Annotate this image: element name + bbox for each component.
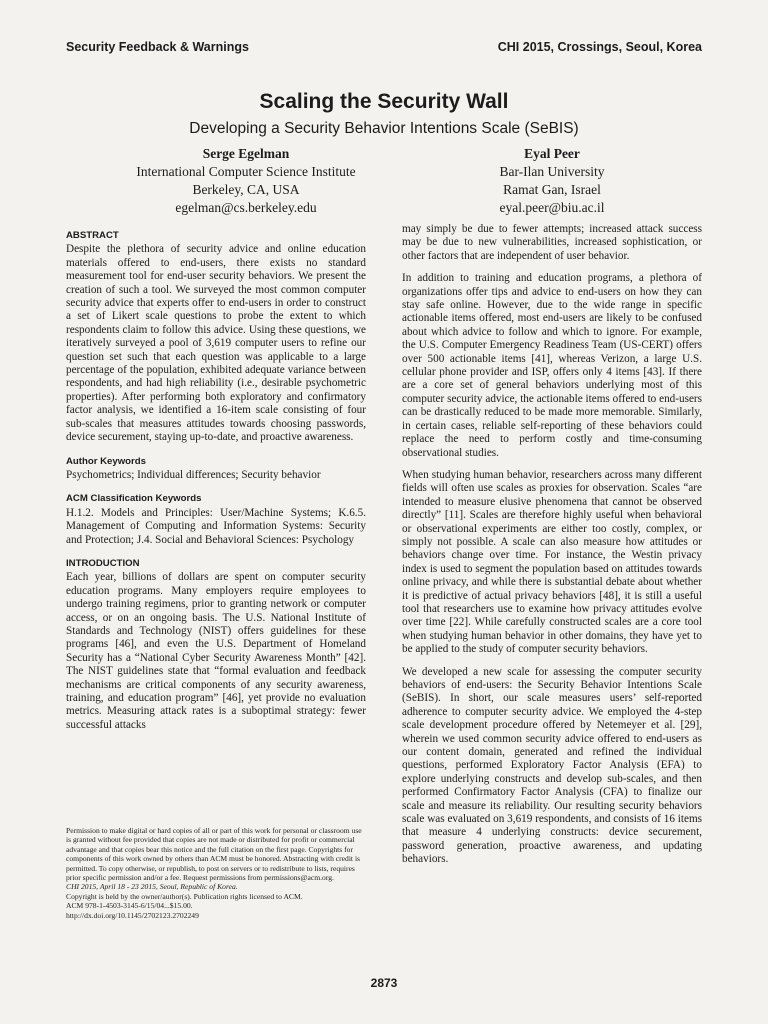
body-paragraph: We developed a new scale for assessing the computer security behaviors of end-users: the Security Behavior Intentions Scale (SeBIS). In short, our scale measures users’ self-reported adherence to computer security advice. We employed the 4-step scale development procedure offered by Netemeyer et al. [29], wherein we used common security advice offered to end-users as our content domain, generated and refined the individual questions, performed Exploratory Factor Analysis (EFA) to explore underlying constructs and develop sub-scales, and then performed Confirmatory Factor Analysis (CFA) to finalize our scale and measure its reliability. Our resulting security behaviors scale was evaluated on 3,619 respondents, and consists of 16 items that measure 4 underlying constructs: device securement, password generation, proactive awareness, and updating behaviors.	[402, 665, 702, 866]
paper-title: Scaling the Security Wall	[259, 90, 509, 113]
author-email: egelman@cs.berkeley.edu	[175, 200, 317, 215]
body-paragraph: may simply be due to fewer attempts; increased attack success may be due to new vulnerabilities, increased sophistication, or other factors that are independent of user behavior.	[402, 223, 702, 262]
paper-subtitle: Developing a Security Behavior Intentions Scale (SeBIS)	[189, 120, 579, 137]
copyright-notice	[66, 826, 366, 920]
abstract-text: Despite the plethora of security advice and online education materials offered to end-users, there exists no standard measurement tool for end-user security behaviors. We present the creation of such a tool. We surveyed the most common computer security advice that experts offer to end-users in order to construct a set of Likert scale questions to probe the extent to which respondents claim to follow this advice. Using these questions, we iteratively surveyed a pool of 3,619 computer users to refine our question set such that each question was applicable to a large percentage of the population, exhibited adequate variance between respondents, and had high reliability (i.e., desirable psychometric properties). After performing both exploratory and confirmatory factor analysis, we identified a 16-item scale consisting of four sub-scales that measures attitudes towards choosing passwords, device securement, staying up-to-date, and proactive awareness.	[66, 243, 366, 444]
author-affiliation: International Computer Science Institute	[136, 164, 356, 179]
abstract-section	[66, 229, 366, 445]
keywords-heading: Author Keywords	[66, 455, 146, 467]
introduction-text: Each year, billions of dollars are spent on computer security education programs. Many employers require employees to undergo training regimens, prior to granting network or computer access, or on an ongoing basis. The U.S. National Institute of Standards and Technology (NIST) offers guidelines for these programs [46], and even the U.S. Department of Homeland Security has a “National Cyber Security Awareness Month” [42]. The NIST guidelines state that “formal evaluation and feedback mechanisms are critical components of any security awareness, training, and education program” [46], yet provide no evaluation metrics. Measuring attack rates is a suboptimal strategy: fewer successful attacks	[66, 571, 366, 731]
body-paragraph: When studying human behavior, researchers across many different fields will often use scales as proxies for observation. Scales “are intended to measure elusive phenomena that cannot be observed directly” [11]. Scales are therefore highly useful when behavioral or observational experiments are either too costly, complex, or simply not possible. A scale can also measure how attitudes or behaviors change over time. For instance, the Westin privacy index is used to segment the population based on attitudes towards online privacy, and while there is substantial debate about whether it is predictive of actual privacy behaviors [48], it is still a useful tool that researchers use to examine how privacy attitudes evolve over time [22]. While carefully constructed scales are a core tool when studying human behavior in other domains, they have yet to be applied to the study of computer security behaviors.	[402, 468, 702, 656]
running-header	[66, 40, 702, 54]
copyright-permission: Permission to make digital or hard copies of all or part of this work for personal or classroom use is granted without fee provided that copies are not made or distributed for profit or commercial advantage and that copies bear this notice and the full citation on the first page. Copyrights for components of this work owned by others than ACM must be honored. Abstracting with credit is permitted. To copy otherwise, or republish, to post on servers or to redistribute to lists, requires prior specific permission and/or a fee. Request permissions from permissions@acm.org.	[66, 826, 362, 883]
author-name: Eyal Peer	[524, 146, 580, 161]
author-block-1	[80, 145, 412, 217]
author-location: Berkeley, CA, USA	[192, 182, 300, 197]
author-block-2	[412, 145, 692, 217]
copyright-isbn: ACM 978-1-4503-3145-6/15/04...$15.00.	[66, 901, 193, 911]
acm-text: H.1.2. Models and Principles: User/Machine Systems; K.6.5. Management of Computing and Information Systems: Security and Protection; J.4. Social and Behavioral Sciences: Psychology	[66, 506, 366, 546]
acm-heading: ACM Classification Keywords	[66, 493, 202, 505]
running-header-venue: CHI 2015, Crossings, Seoul, Korea	[497, 40, 702, 54]
introduction-section	[66, 557, 366, 732]
author-affiliation: Bar-Ilan University	[499, 164, 605, 179]
author-location: Ramat Gan, Israel	[503, 182, 601, 197]
author-name: Serge Egelman	[202, 146, 290, 161]
copyright-conference: CHI 2015, April 18 - 23 2015, Seoul, Republic of Korea.	[66, 882, 238, 892]
running-header-section: Security Feedback & Warnings	[66, 40, 249, 54]
left-column	[66, 229, 366, 742]
abstract-heading: ABSTRACT	[66, 230, 119, 241]
keywords-section	[66, 455, 366, 483]
copyright-owner: Copyright is held by the owner/author(s). Publication rights licensed to ACM.	[66, 891, 303, 901]
right-column	[402, 223, 702, 876]
page-number: 2873	[370, 976, 398, 990]
body-paragraph: In addition to training and education programs, a plethora of organizations offer tips and advice to end-users on how they can stay safe online. However, due to the wide range in specific actionable items offered, most end-users are likely to be confused about which advice to follow and which to ignore. For example, the U.S. Computer Emergency Readiness Team (US-CERT) offers over 500 actionable items [41], whereas Verizon, a large U.S. cellular phone provider and ISP, offers only 4 items [43]. If there are a core set of general behaviors underlying most of this computer security advice, the actionable items offered to end-users can be drastically reduced to be made more memorable. Similarly, in certain cases, reliable self-reporting of these behaviors could replace the need to perform costly and time-consuming observational studies.	[402, 272, 702, 459]
introduction-heading: INTRODUCTION	[66, 557, 140, 569]
author-email: eyal.peer@biu.ac.il	[499, 200, 605, 215]
acm-section	[66, 492, 366, 547]
keywords-text: Psychometrics; Individual differences; Security behavior	[66, 468, 321, 481]
copyright-doi: http://dx.doi.org/10.1145/2702123.2702249	[66, 910, 199, 920]
